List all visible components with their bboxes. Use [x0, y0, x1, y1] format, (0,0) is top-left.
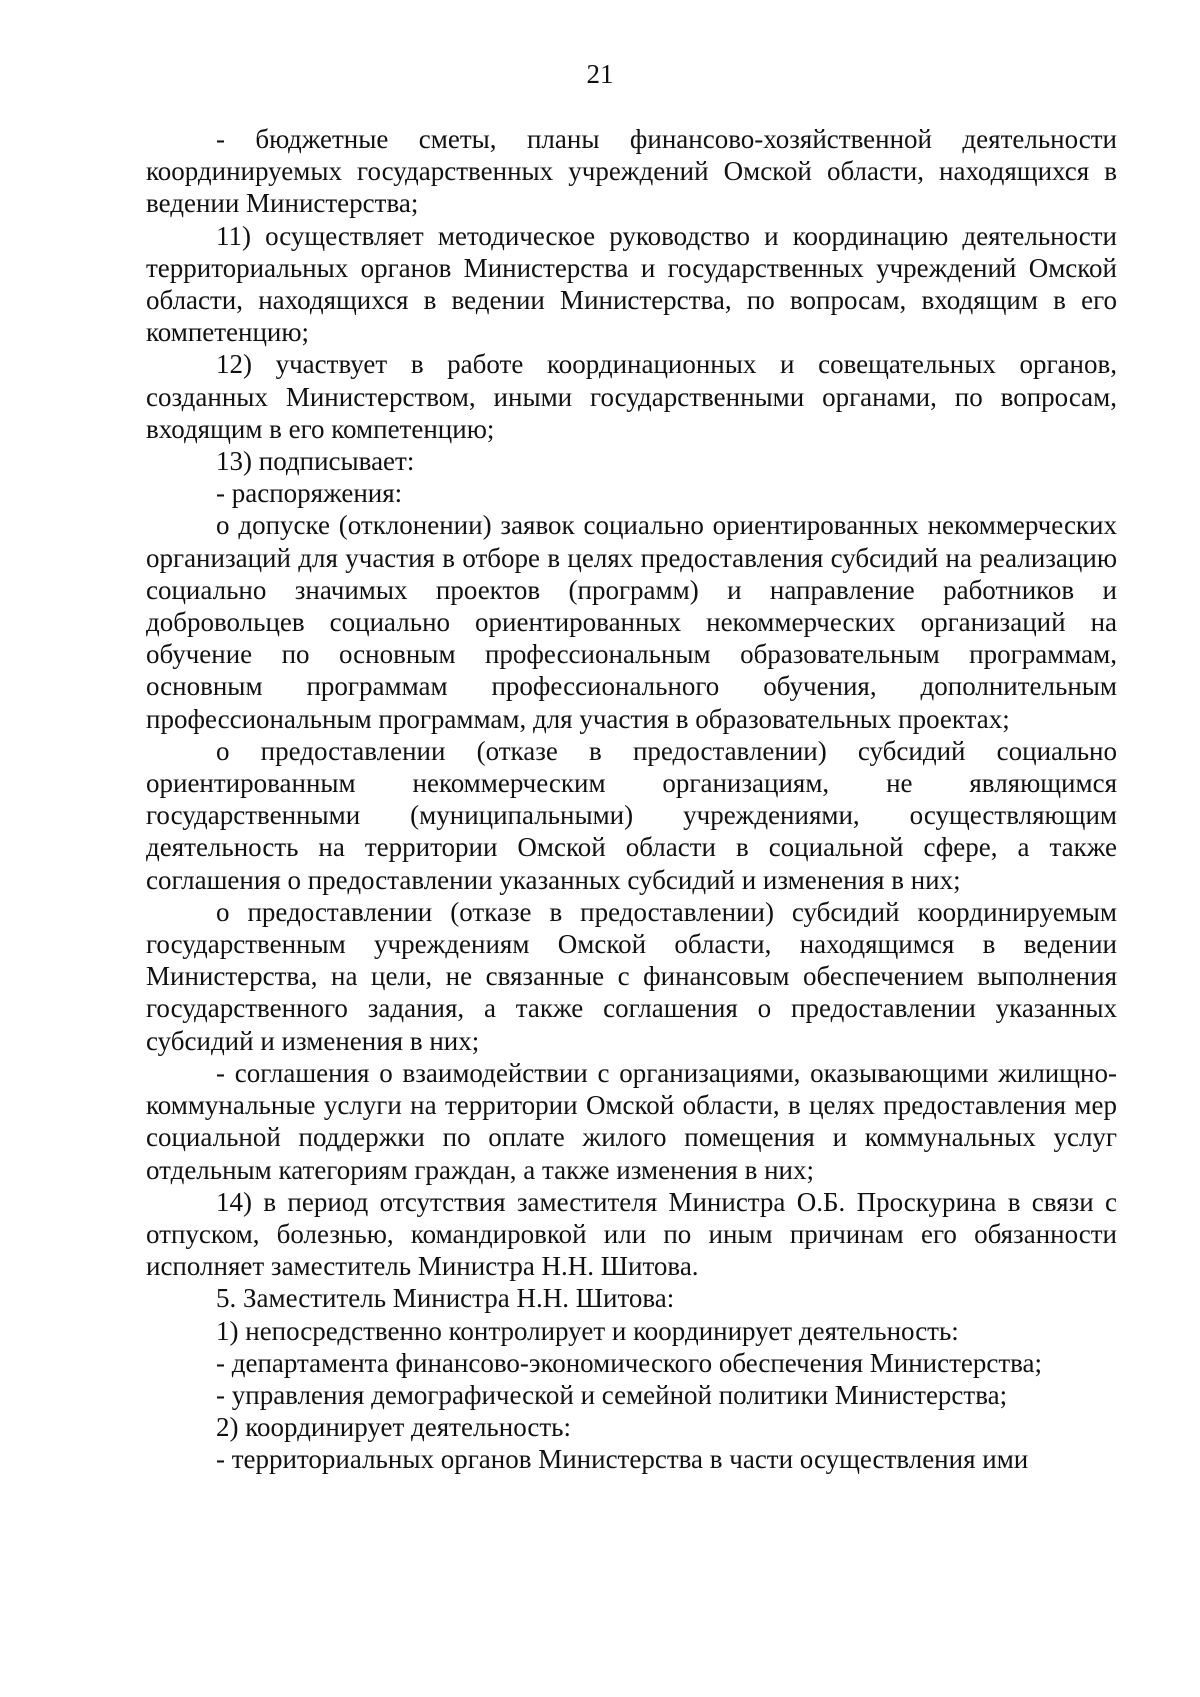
paragraph-item-14: 14) в период отсутствия заместителя Министра О.Б. Проскурина в связи с отпуском, болезнью, командировкой или по иным причинам его обязанности исполняет заместитель Министра Н.Н. Шитова.: [146, 1186, 1117, 1282]
page-number: 21: [586, 59, 614, 89]
paragraph-admission-of-applications: о допуске (отклонении) заявок социально ориентированных некоммерческих организаций для участия в отборе в целях предоставления субсидий на реализацию социально значимых проектов (программ) и направление работников и добровольцев социально ориентированных некоммерческих организаций на обучение по основным профессиональным образовательным программам, основным программам профессионального обучения, дополнительным профессиональным программам, для участия в образовательных проектах;: [146, 510, 1117, 734]
paragraph-item-11: 11) осуществляет методическое руководство и координацию деятельности территориальных органов Министерства и государственных учреждений Омской области, находящихся в ведении Министерства, по вопросам, входящим в его компетенцию;: [146, 220, 1117, 348]
paragraph-budget-estimates: - бюджетные сметы, планы финансово-хозяйственной деятельности координируемых государственных учреждений Омской области, находящихся в ведении Министерства;: [146, 124, 1117, 219]
paragraph-section-5-item-1: 1) непосредственно контролирует и координирует деятельность:: [216, 1315, 959, 1346]
paragraph-orders: - распоряжения:: [216, 478, 403, 509]
paragraph-item-13: 13) подписывает:: [216, 446, 415, 477]
paragraph-section-5-heading: 5. Заместитель Министра Н.Н. Шитова:: [216, 1283, 675, 1314]
paragraph-agreements: - соглашения о взаимодействии с организациями, оказывающими жилищно-коммунальные услуги на территории Омской области, в целях предоставления мер социальной поддержки по оплате жилого помещения и коммунальных услуг отдельным категориям граждан, а также изменения в них;: [146, 1057, 1117, 1185]
paragraph-territorial-bodies: - территориальных органов Министерства в части осуществления ими: [216, 1444, 1029, 1475]
paragraph-item-12: 12) участвует в работе координационных и совещательных органов, созданных Министерством, иными государственными органами, по вопросам, входящим в его компетенцию;: [146, 349, 1117, 444]
document-body: [146, 123, 1117, 1476]
paragraph-demography-department: - управления демографической и семейной политики Министерства;: [216, 1379, 1008, 1410]
paragraph-subsidies-nko: о предоставлении (отказе в предоставлении) субсидий социально ориентированным некоммерческим организациям, не являющимся государственными (муниципальными) учреждениями, осуществляющим деятельность на территории Омской области в социальной сфере, а также соглашения о предоставлении указанных субсидий и изменения в них;: [146, 735, 1117, 895]
paragraph-section-5-item-2: 2) координирует деятельность:: [216, 1412, 571, 1443]
paragraph-subsidies-institutions: о предоставлении (отказе в предоставлении) субсидий координируемым государственным учреждениям Омской области, находящимся в ведении Министерства, на цели, не связанные с финансовым обеспечением выполнения государственного задания, а также соглашения о предоставлении указанных субсидий и изменения в них;: [146, 896, 1117, 1056]
paragraph-finance-department: - департамента финансово-экономического обеспечения Министерства;: [216, 1347, 1043, 1378]
